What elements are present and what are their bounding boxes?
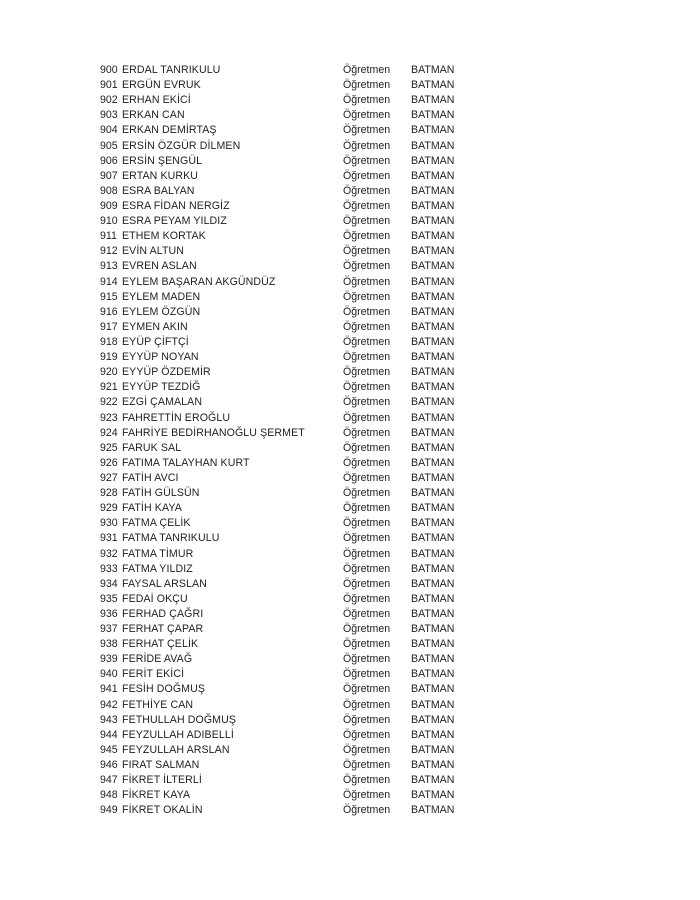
list-row <box>100 743 500 758</box>
city-cell: BATMAN <box>411 683 455 696</box>
role-cell: Öğretmen <box>343 471 391 484</box>
person-name: EVREN ASLAN <box>122 260 197 273</box>
city-cell: BATMAN <box>411 532 455 545</box>
city-cell: BATMAN <box>411 305 455 318</box>
city-cell: BATMAN <box>411 562 455 575</box>
person-name: FİKRET OKALİN <box>122 804 203 817</box>
city-cell: BATMAN <box>411 713 455 726</box>
row-number: 909 <box>100 199 118 212</box>
role-cell: Öğretmen <box>343 607 391 620</box>
list-row <box>100 713 500 728</box>
row-number: 942 <box>100 698 118 711</box>
city-cell: BATMAN <box>411 502 455 515</box>
row-number: 910 <box>100 215 118 228</box>
row-number: 934 <box>100 577 118 590</box>
list-row <box>100 547 500 562</box>
person-name: FATMA YILDIZ <box>122 562 193 575</box>
list-row <box>100 305 500 320</box>
role-cell: Öğretmen <box>343 487 391 500</box>
list-row <box>100 516 500 531</box>
row-number: 929 <box>100 502 118 515</box>
person-name: ETHEM KORTAK <box>122 230 206 243</box>
city-cell: BATMAN <box>411 154 455 167</box>
person-name: FAHRETTİN EROĞLU <box>122 411 231 424</box>
role-cell: Öğretmen <box>343 335 391 348</box>
city-cell: BATMAN <box>411 638 455 651</box>
city-cell: BATMAN <box>411 79 455 92</box>
city-cell: BATMAN <box>411 774 455 787</box>
role-cell: Öğretmen <box>343 320 391 333</box>
row-number: 933 <box>100 562 118 575</box>
list-row <box>100 78 500 93</box>
role-cell: Öğretmen <box>343 547 391 560</box>
row-number: 930 <box>100 517 118 530</box>
row-number: 911 <box>100 230 117 243</box>
list-row <box>100 93 500 108</box>
list-row <box>100 63 500 78</box>
row-number: 946 <box>100 759 118 772</box>
city-cell: BATMAN <box>411 139 455 152</box>
city-cell: BATMAN <box>411 64 455 76</box>
row-number: 912 <box>100 245 118 258</box>
role-cell: Öğretmen <box>343 532 391 545</box>
person-name: EYÜP ÇİFTÇİ <box>122 335 189 348</box>
row-number: 943 <box>100 713 118 726</box>
list-row <box>100 350 500 365</box>
person-name: ERSİN ÖZGÜR DİLMEN <box>122 139 241 152</box>
city-cell: BATMAN <box>411 426 455 439</box>
person-name: FIRAT SALMAN <box>122 759 200 772</box>
list-row <box>100 411 500 426</box>
role-cell: Öğretmen <box>343 230 391 243</box>
city-cell: BATMAN <box>411 275 455 288</box>
city-cell: BATMAN <box>411 456 455 469</box>
person-name: FERİT EKİCİ <box>122 668 185 681</box>
person-name: FATIMA TALAYHAN KURT <box>122 456 250 469</box>
row-number: 926 <box>100 456 118 469</box>
person-name: FEYZULLAH ARSLAN <box>122 743 230 756</box>
person-name: FERHAT ÇAPAR <box>122 623 204 636</box>
city-cell: BATMAN <box>411 184 455 197</box>
row-number: 923 <box>100 411 118 424</box>
role-cell: Öğretmen <box>343 668 391 681</box>
list-row <box>100 577 500 592</box>
role-cell: Öğretmen <box>343 109 391 122</box>
teacher-list <box>100 63 500 818</box>
person-name: FETHİYE CAN <box>122 698 194 711</box>
city-cell: BATMAN <box>411 623 455 636</box>
list-row <box>100 758 500 773</box>
list-row <box>100 214 500 229</box>
row-number: 900 <box>100 64 118 76</box>
row-number: 938 <box>100 638 118 651</box>
person-name: ERKAN CAN <box>122 109 185 122</box>
city-cell: BATMAN <box>411 577 455 590</box>
person-name: FETHULLAH DOĞMUŞ <box>122 713 237 726</box>
role-cell: Öğretmen <box>343 592 391 605</box>
role-cell: Öğretmen <box>343 502 391 515</box>
row-number: 918 <box>100 335 118 348</box>
list-row <box>100 139 500 154</box>
row-number: 913 <box>100 260 118 273</box>
city-cell: BATMAN <box>411 728 455 741</box>
person-name: ESRA PEYAM YILDIZ <box>122 215 227 228</box>
row-number: 908 <box>100 184 118 197</box>
role-cell: Öğretmen <box>343 260 391 273</box>
role-cell: Öğretmen <box>343 396 391 409</box>
row-number: 940 <box>100 668 118 681</box>
person-name: EYLEM BAŞARAN AKGÜNDÜZ <box>122 275 276 288</box>
person-name: FATMA ÇELİK <box>122 517 191 530</box>
row-number: 927 <box>100 471 118 484</box>
role-cell: Öğretmen <box>343 351 391 364</box>
role-cell: Öğretmen <box>343 275 391 288</box>
list-row <box>100 335 500 350</box>
list-row <box>100 365 500 380</box>
person-name: FARUK SAL <box>122 441 182 454</box>
city-cell: BATMAN <box>411 743 455 756</box>
city-cell: BATMAN <box>411 351 455 364</box>
role-cell: Öğretmen <box>343 441 391 454</box>
person-name: FAHRİYE BEDİRHANOĞLU ŞERMET <box>122 426 305 439</box>
city-cell: BATMAN <box>411 789 455 802</box>
person-name: EZGİ ÇAMALAN <box>122 396 203 409</box>
row-number: 915 <box>100 290 118 303</box>
person-name: FEYZULLAH ADIBELLİ <box>122 728 234 741</box>
person-name: FATMA TANRIKULU <box>122 532 220 545</box>
row-number: 904 <box>100 124 118 137</box>
role-cell: Öğretmen <box>343 713 391 726</box>
list-row <box>100 728 500 743</box>
row-number: 945 <box>100 743 118 756</box>
city-cell: BATMAN <box>411 335 455 348</box>
role-cell: Öğretmen <box>343 124 391 137</box>
city-cell: BATMAN <box>411 124 455 137</box>
list-row <box>100 788 500 803</box>
row-number: 948 <box>100 789 118 802</box>
person-name: EYLEM MADEN <box>122 290 201 303</box>
person-name: ESRA BALYAN <box>122 184 195 197</box>
city-cell: BATMAN <box>411 94 455 107</box>
city-cell: BATMAN <box>411 109 455 122</box>
role-cell: Öğretmen <box>343 199 391 212</box>
city-cell: BATMAN <box>411 320 455 333</box>
list-row <box>100 169 500 184</box>
role-cell: Öğretmen <box>343 290 391 303</box>
person-name: ERDAL TANRIKULU <box>122 64 221 76</box>
row-number: 937 <box>100 623 118 636</box>
person-name: ERGÜN EVRUK <box>122 79 201 92</box>
person-name: EYMEN AKIN <box>122 320 188 333</box>
city-cell: BATMAN <box>411 215 455 228</box>
person-name: EYYÜP ÖZDEMİR <box>122 366 211 379</box>
row-number: 906 <box>100 154 118 167</box>
row-number: 932 <box>100 547 118 560</box>
city-cell: BATMAN <box>411 411 455 424</box>
role-cell: Öğretmen <box>343 759 391 772</box>
person-name: ERSİN ŞENGÜL <box>122 154 203 167</box>
row-number: 939 <box>100 653 118 666</box>
list-row <box>100 441 500 456</box>
city-cell: BATMAN <box>411 290 455 303</box>
row-number: 917 <box>100 320 118 333</box>
person-name: EYYÜP NOYAN <box>122 351 199 364</box>
list-row <box>100 290 500 305</box>
role-cell: Öğretmen <box>343 623 391 636</box>
row-number: 931 <box>100 532 118 545</box>
role-cell: Öğretmen <box>343 728 391 741</box>
city-cell: BATMAN <box>411 471 455 484</box>
person-name: ERTAN KURKU <box>122 169 199 182</box>
list-row <box>100 773 500 788</box>
row-number: 924 <box>100 426 118 439</box>
role-cell: Öğretmen <box>343 698 391 711</box>
row-number: 941 <box>100 683 118 696</box>
role-cell: Öğretmen <box>343 169 391 182</box>
city-cell: BATMAN <box>411 230 455 243</box>
row-number: 947 <box>100 774 118 787</box>
role-cell: Öğretmen <box>343 305 391 318</box>
row-number: 901 <box>100 79 118 92</box>
row-number: 921 <box>100 381 118 394</box>
list-row <box>100 154 500 169</box>
list-row <box>100 259 500 274</box>
person-name: EYYÜP TEZDİĞ <box>122 381 201 394</box>
role-cell: Öğretmen <box>343 426 391 439</box>
list-row <box>100 199 500 214</box>
role-cell: Öğretmen <box>343 411 391 424</box>
list-row <box>100 501 500 516</box>
role-cell: Öğretmen <box>343 743 391 756</box>
list-row <box>100 486 500 501</box>
city-cell: BATMAN <box>411 199 455 212</box>
list-row <box>100 395 500 410</box>
row-number: 935 <box>100 592 118 605</box>
list-row <box>100 380 500 395</box>
city-cell: BATMAN <box>411 698 455 711</box>
city-cell: BATMAN <box>411 169 455 182</box>
row-number: 949 <box>100 804 118 817</box>
list-row <box>100 108 500 123</box>
person-name: FEDAİ OKÇU <box>122 592 188 605</box>
person-name: FAYSAL ARSLAN <box>122 577 207 590</box>
city-cell: BATMAN <box>411 547 455 560</box>
role-cell: Öğretmen <box>343 154 391 167</box>
person-name: FATMA TİMUR <box>122 547 194 560</box>
row-number: 936 <box>100 607 118 620</box>
list-row <box>100 456 500 471</box>
role-cell: Öğretmen <box>343 517 391 530</box>
list-row <box>100 698 500 713</box>
role-cell: Öğretmen <box>343 366 391 379</box>
person-name: EVİN ALTUN <box>122 245 185 258</box>
role-cell: Öğretmen <box>343 774 391 787</box>
city-cell: BATMAN <box>411 381 455 394</box>
role-cell: Öğretmen <box>343 577 391 590</box>
person-name: ERHAN EKİCİ <box>122 94 191 107</box>
list-row <box>100 622 500 637</box>
row-number: 920 <box>100 366 118 379</box>
row-number: 903 <box>100 109 118 122</box>
person-name: FATİH GÜLSÜN <box>122 487 200 500</box>
role-cell: Öğretmen <box>343 64 391 76</box>
role-cell: Öğretmen <box>343 245 391 258</box>
role-cell: Öğretmen <box>343 789 391 802</box>
row-number: 922 <box>100 396 118 409</box>
list-row <box>100 426 500 441</box>
role-cell: Öğretmen <box>343 94 391 107</box>
city-cell: BATMAN <box>411 487 455 500</box>
person-name: FATİH KAYA <box>122 502 182 515</box>
list-row <box>100 667 500 682</box>
person-name: FATİH AVCI <box>122 471 179 484</box>
city-cell: BATMAN <box>411 517 455 530</box>
list-row <box>100 637 500 652</box>
row-number: 916 <box>100 305 118 318</box>
person-name: ERKAN DEMİRTAŞ <box>122 124 217 137</box>
list-row <box>100 562 500 577</box>
row-number: 919 <box>100 351 118 364</box>
row-number: 907 <box>100 169 118 182</box>
row-number: 902 <box>100 94 118 107</box>
row-number: 944 <box>100 728 118 741</box>
role-cell: Öğretmen <box>343 638 391 651</box>
list-row <box>100 471 500 486</box>
list-row <box>100 320 500 335</box>
person-name: FERHAT ÇELİK <box>122 638 199 651</box>
list-row <box>100 229 500 244</box>
row-number: 925 <box>100 441 118 454</box>
city-cell: BATMAN <box>411 668 455 681</box>
role-cell: Öğretmen <box>343 804 391 817</box>
role-cell: Öğretmen <box>343 139 391 152</box>
list-row <box>100 607 500 622</box>
role-cell: Öğretmen <box>343 184 391 197</box>
person-name: FİKRET KAYA <box>122 789 191 802</box>
person-name: EYLEM ÖZGÜN <box>122 305 201 318</box>
city-cell: BATMAN <box>411 653 455 666</box>
list-row <box>100 531 500 546</box>
list-row <box>100 244 500 259</box>
person-name: FERHAD ÇAĞRI <box>122 607 204 620</box>
city-cell: BATMAN <box>411 366 455 379</box>
city-cell: BATMAN <box>411 396 455 409</box>
role-cell: Öğretmen <box>343 456 391 469</box>
list-row <box>100 682 500 697</box>
city-cell: BATMAN <box>411 592 455 605</box>
city-cell: BATMAN <box>411 260 455 273</box>
person-name: FERİDE AVAĞ <box>122 653 193 666</box>
list-row <box>100 652 500 667</box>
role-cell: Öğretmen <box>343 79 391 92</box>
role-cell: Öğretmen <box>343 653 391 666</box>
city-cell: BATMAN <box>411 804 455 817</box>
list-row <box>100 592 500 607</box>
city-cell: BATMAN <box>411 759 455 772</box>
list-row <box>100 803 500 818</box>
row-number: 905 <box>100 139 118 152</box>
person-name: FİKRET İLTERLİ <box>122 774 202 787</box>
city-cell: BATMAN <box>411 441 455 454</box>
role-cell: Öğretmen <box>343 215 391 228</box>
row-number: 914 <box>100 275 118 288</box>
city-cell: BATMAN <box>411 607 455 620</box>
list-row <box>100 184 500 199</box>
role-cell: Öğretmen <box>343 683 391 696</box>
person-name: ESRA FİDAN NERGİZ <box>122 199 230 212</box>
person-name: FESİH DOĞMUŞ <box>122 683 206 696</box>
role-cell: Öğretmen <box>343 562 391 575</box>
list-row <box>100 123 500 138</box>
row-number: 928 <box>100 487 118 500</box>
city-cell: BATMAN <box>411 245 455 258</box>
role-cell: Öğretmen <box>343 381 391 394</box>
list-row <box>100 275 500 290</box>
